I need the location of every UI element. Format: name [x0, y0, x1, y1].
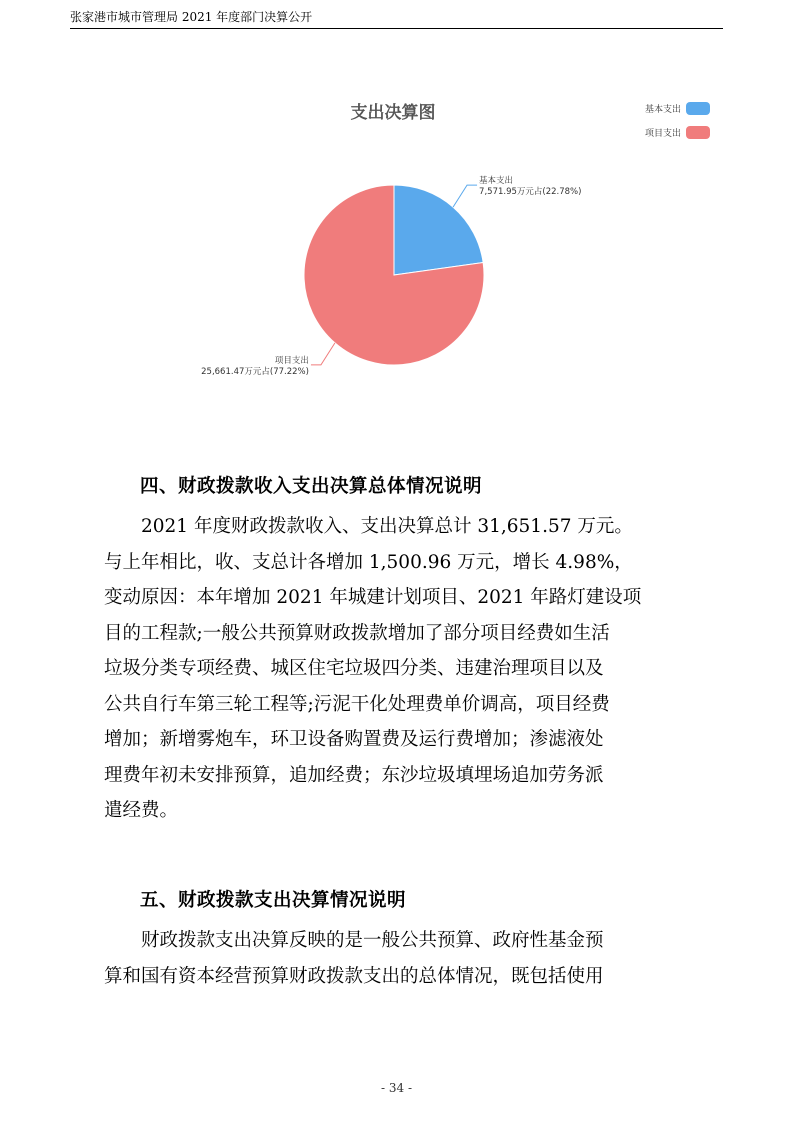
page-header: [70, 6, 723, 29]
body-line: 变动原因：本年增加 2021 年城建计划项目、2021 年路灯建设项: [104, 587, 642, 608]
pie-label-name: 基本支出: [479, 176, 514, 187]
body-line: 遣经费。: [104, 800, 179, 821]
body-line: 公共自行车第三轮工程等;污泥干化处理费单价调高，项目经费: [104, 693, 610, 715]
header-title: 张家港市城市管理局 2021 年度部门决算公开: [70, 10, 313, 24]
pie-slices: [304, 185, 484, 365]
pie-leader-line: [453, 185, 477, 207]
chart-legend: [645, 102, 710, 139]
body-line: 财政拨款支出决算反映的是一般公共预算、政府性基金预: [141, 930, 604, 951]
body-line: 2021 年度财政拨款收入、支出决算总计 31,651.57 万元。: [141, 516, 633, 537]
pie-slice-1: [394, 185, 483, 275]
legend-label: 项目支出: [644, 129, 681, 139]
section-5-body: [104, 923, 694, 994]
pie-label-value: 7,571.95万元占(22.78%): [479, 187, 582, 198]
body-line: 垃圾分类专项经费、城区住宅垃圾四分类、违建治理项目以及: [104, 658, 604, 679]
body-line: 目的工程款;一般公共预算财政拨款增加了部分项目经费如生活: [104, 622, 610, 644]
body-line: 理费年初未安排预算，追加经费；东沙垃圾填埋场追加劳务派: [104, 764, 604, 786]
section-4-title: 四、财政拨款收入支出决算总体情况说明: [140, 476, 483, 497]
legend-swatch: [686, 102, 710, 115]
section-4-body: [104, 509, 694, 829]
chart-title: 支出决算图: [350, 103, 436, 123]
page-number: - 34 -: [380, 1081, 412, 1095]
expenditure-pie-chart: [0, 80, 793, 400]
section-5-title: 五、财政拨款支出决算情况说明: [140, 890, 407, 911]
pie-label-name: 项目支出: [274, 355, 309, 366]
body-line: 算和国有资本经营预算财政拨款支出的总体情况，既包括使用: [104, 965, 604, 987]
legend-swatch: [686, 126, 710, 139]
body-line: 与上年相比，收、支总计各增加 1,500.96 万元，增长 4.98%，: [104, 551, 633, 573]
legend-label: 基本支出: [644, 105, 681, 115]
pie-leader-line: [311, 343, 335, 365]
body-line: 增加；新增雾炮车，环卫设备购置费及运行费增加；渗滤液处: [104, 729, 604, 750]
pie-label-value: 25,661.47万元占(77.22%): [201, 366, 309, 377]
